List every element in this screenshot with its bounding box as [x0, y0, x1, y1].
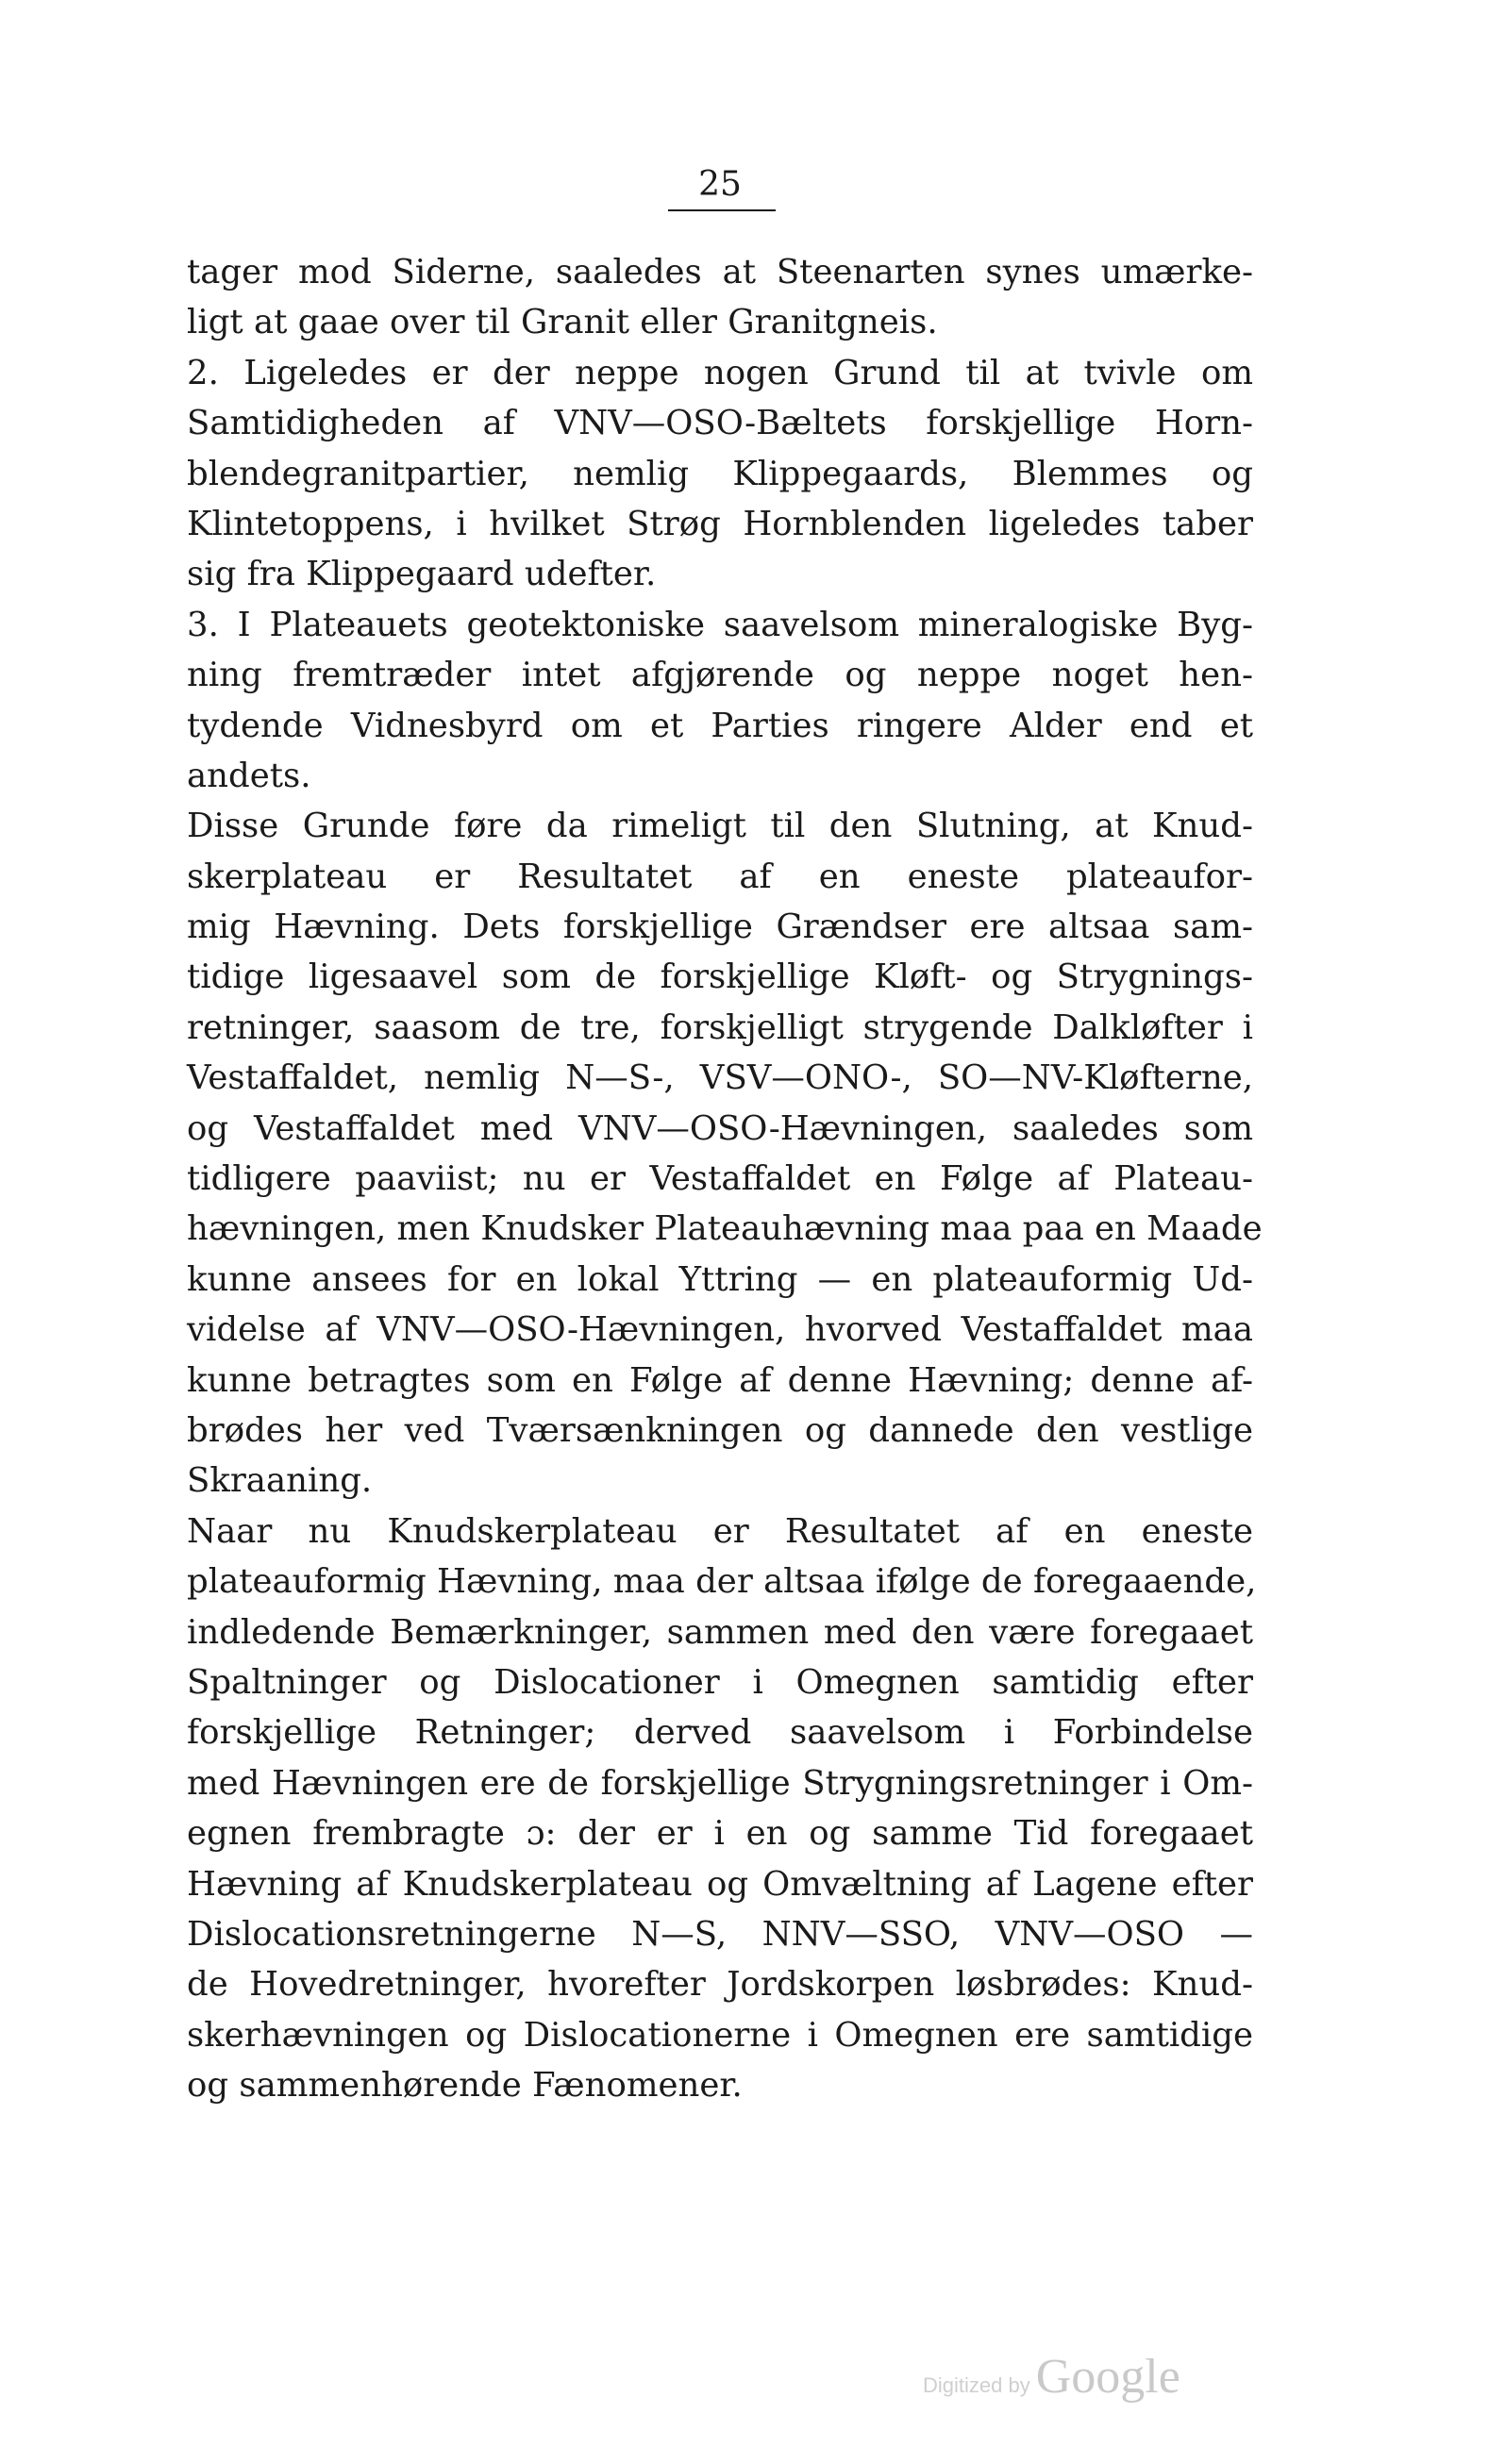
text-line: de Hovedretninger, hvorefter Jordskorpen løsbrødes: Knud- [187, 1965, 1253, 2005]
text-line: og Vestaffaldet med VNV—OSO-Hævningen, saaledes som [187, 1108, 1253, 1148]
text-line: Spaltninger og Dislocationer i Omegnen samtidig efter [187, 1662, 1253, 1702]
text-line: tidige ligesaavel som de forskjellige Kløft- og Strygnings- [187, 957, 1253, 997]
text-line: hævningen, men Knudsker Plateauhævning maa paa en Maade [187, 1209, 1263, 1249]
text-line: skerplateau er Resultatet af en eneste plateaufor- [187, 857, 1253, 896]
text-line: 2. Ligeledes er der neppe nogen Grund til at tvivle om [187, 353, 1253, 392]
page-number: 25 [698, 165, 742, 204]
text-line: skerhævningen og Dislocationerne i Omegnen ere samtidige [187, 2015, 1253, 2055]
text-line: tydende Vidnesbyrd om et Parties ringere Alder end et [187, 706, 1253, 745]
text-line: Hævning af Knudskerplateau og Omvæltning af Lagene efter [187, 1864, 1253, 1904]
text-line: blendegranitpartier, nemlig Klippegaards, Blemmes og [187, 454, 1253, 493]
text-line: brødes her ved Tværsænkningen og dannede den vestlige [187, 1410, 1253, 1450]
text-line: og sammenhørende Fænomener. [187, 2066, 743, 2106]
text-line: med Hævningen ere de forskjellige Strygningsretninger i Om- [187, 1763, 1253, 1803]
text-line: sig fra Klippegaard udefter. [187, 555, 657, 594]
watermark-prefix: Digitized by [923, 2373, 1030, 2397]
text-line: Klintetoppens, i hvilket Strøg Hornblenden ligeledes taber [187, 504, 1253, 543]
page-number-rule [668, 209, 776, 211]
text-line: kunne ansees for en lokal Yttring — en plateauformig Ud- [187, 1259, 1253, 1299]
text-line: indledende Bemærkninger, sammen med den være foregaaet [187, 1612, 1253, 1652]
text-line: forskjellige Retninger; derved saavelsom i Forbindelse [187, 1713, 1253, 1753]
text-line: Samtidigheden af VNV—OSO-Bæltets forskjellige Horn- [187, 404, 1253, 443]
text-line: Naar nu Knudskerplateau er Resultatet af en eneste [187, 1511, 1253, 1551]
text-line: tidligere paaviist; nu er Vestaffaldet en Følge af Plateau- [187, 1159, 1253, 1199]
text-line: ning fremtræder intet afgjørende og neppe noget hen- [187, 656, 1253, 695]
text-line: andets. [187, 756, 311, 795]
text-line: Dislocationsretningerne N—S, NNV—SSO, VNV—OSO — [187, 1914, 1253, 1954]
google-logo: Google [1035, 2350, 1180, 2404]
text-line: egnen frembragte ɔ: der er i en og samme Tid foregaaet [187, 1814, 1253, 1854]
text-line: kunne betragtes som en Følge af denne Hævning; denne af- [187, 1360, 1253, 1400]
text-line: Vestaffaldet, nemlig N—S-, VSV—ONO-, SO—NV-Kløfterne, [187, 1058, 1253, 1098]
text-line: ligt at gaae over til Granit eller Granitgneis. [187, 303, 938, 342]
digitized-by-watermark [923, 2349, 1180, 2405]
body-text [187, 247, 1263, 2110]
text-line: videlse af VNV—OSO-Hævningen, hvorved Vestaffaldet maa [187, 1310, 1253, 1350]
text-line: retninger, saasom de tre, forskjelligt strygende Dalkløfter i [187, 1007, 1253, 1047]
text-line: plateauformig Hævning, maa der altsaa ifølge de foregaaende, [187, 1562, 1257, 1602]
text-line: mig Hævning. Dets forskjellige Grændser ere altsaa sam- [187, 907, 1253, 947]
text-line: 3. I Plateauets geotektoniske saavelsom mineralogiske Byg- [187, 605, 1253, 644]
text-line: Skraaning. [187, 1461, 373, 1501]
text-line: tager mod Siderne, saaledes at Steenarten synes umærke- [187, 253, 1253, 291]
text-line: Disse Grunde føre da rimeligt til den Slutning, at Knud- [187, 807, 1253, 846]
